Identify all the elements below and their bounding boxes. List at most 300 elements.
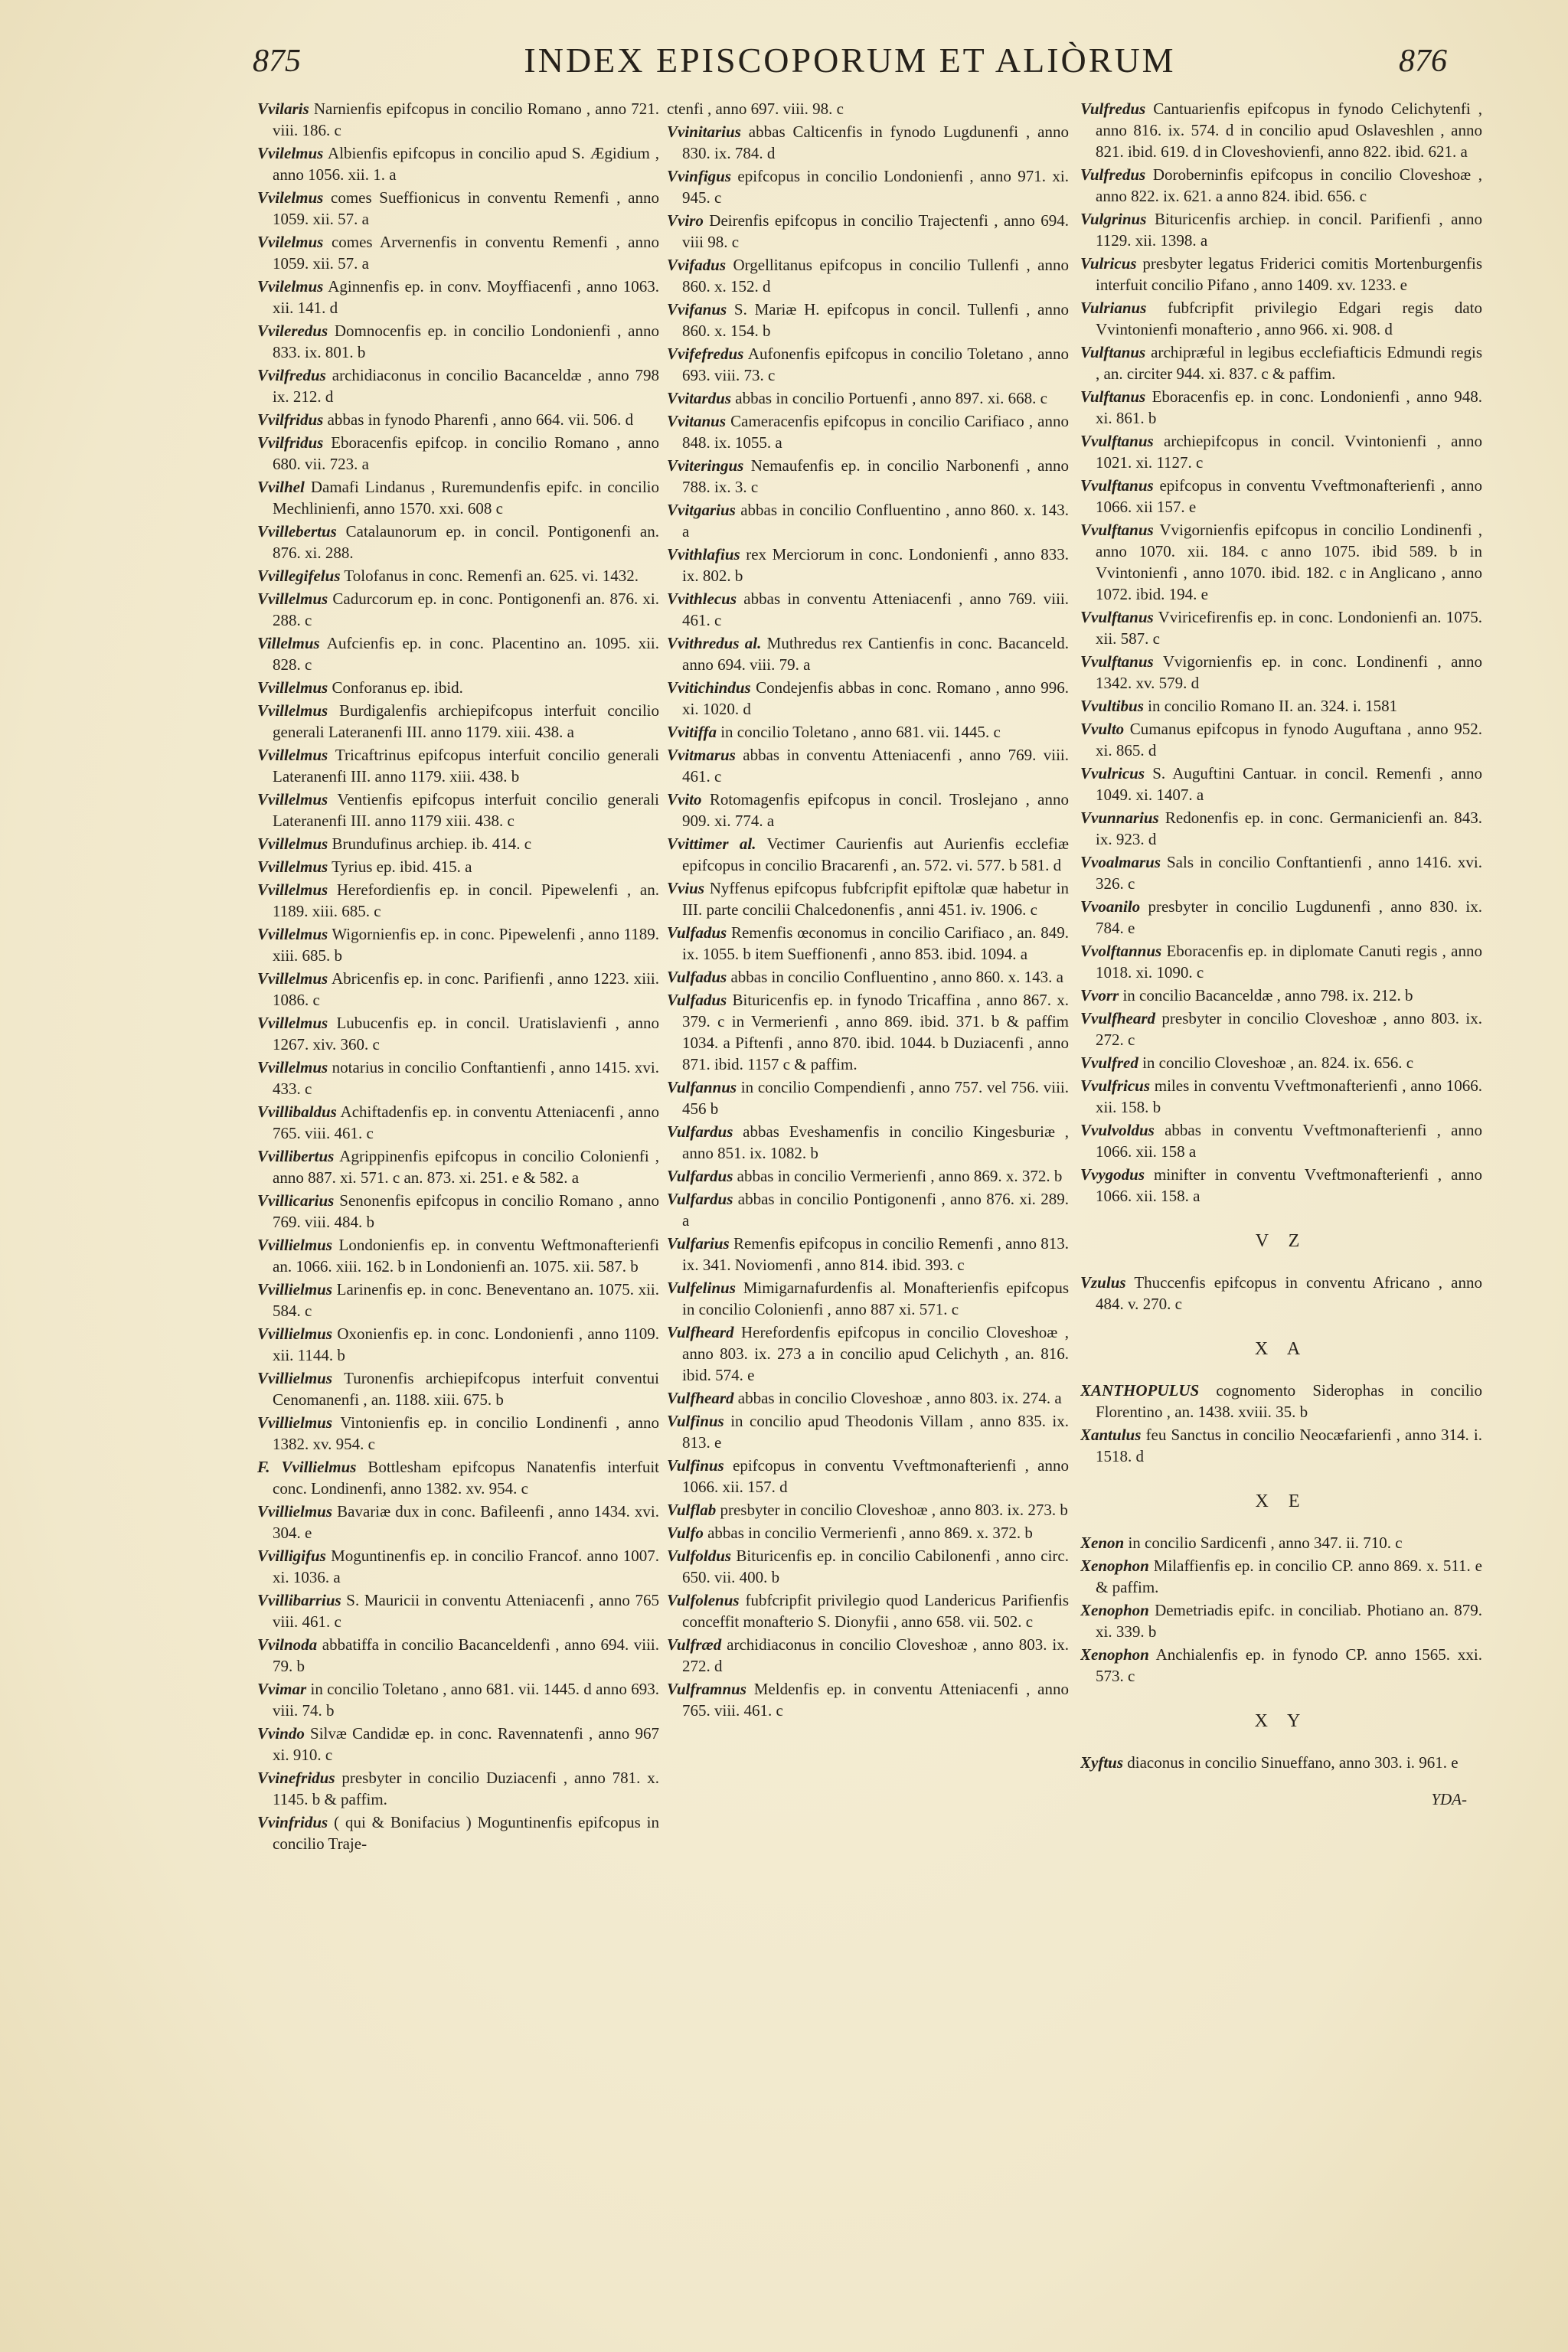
entry-text: archidiaconus in concilio Cloveshoæ , anno 803. ix. 272. d	[682, 1635, 1069, 1675]
index-entry	[1080, 253, 1482, 296]
entry-headword: Vvitichindus	[667, 678, 751, 697]
index-entry	[1080, 386, 1482, 429]
entry-text: abbas Eveshamenfis in concilio Kingesburiæ , anno 851. ix. 1082. b	[682, 1122, 1069, 1162]
entry-headword: Vulfarius	[667, 1234, 730, 1253]
entry-headword: Vvillibertus	[257, 1147, 335, 1165]
entry-text: Orgellitanus epifcopus in concilio Tullenfi , anno 860. x. 152. d	[682, 256, 1069, 296]
entry-headword: Vvilfridus	[257, 433, 324, 452]
entry-headword: Vulftanus	[1080, 387, 1146, 406]
index-entry	[257, 1767, 659, 1810]
index-column-3	[1080, 98, 1482, 2257]
entry-text: Larinenfis ep. in conc. Beneventano an. 1075. xii. 584. c	[273, 1280, 659, 1320]
index-entry	[667, 343, 1069, 386]
index-entry	[667, 1188, 1069, 1231]
entry-text: abbas in concilio Vermerienfi , anno 869. x. 372. b	[737, 1167, 1063, 1185]
entry-headword: Vulfadus	[667, 923, 727, 942]
entry-text: archidiaconus in concilio Bacanceldæ , anno 798 ix. 212. d	[273, 366, 659, 406]
entry-headword: Vvorr	[1080, 986, 1119, 1004]
index-entry	[667, 98, 1069, 119]
index-entry	[257, 1545, 659, 1588]
index-entry	[257, 1234, 659, 1277]
entry-headword: Vvulftanus	[1080, 476, 1154, 495]
entry-text: Demetriadis epifc. in conciliab. Photiano an. 879. xi. 339. b	[1096, 1601, 1482, 1641]
index-entry	[667, 1233, 1069, 1276]
index-entry	[257, 476, 659, 519]
entry-text: minifter in conventu Vveftmonafterienfi , anno 1066. xii. 158. a	[1096, 1165, 1482, 1205]
entry-headword: Vvulftanus	[1080, 521, 1154, 539]
entry-headword: Vvillielmus	[257, 1369, 333, 1387]
entry-headword: Vvillelmus	[257, 790, 328, 808]
entry-headword: F. Vvillielmus	[257, 1458, 357, 1476]
entry-text: Agrippinenfis epifcopus in concilio Colonienfi , anno 887. xi. 571. c an. 873. xi. 251. e & 582. a	[273, 1147, 659, 1187]
entry-headword: Vvilfredus	[257, 366, 326, 384]
entry-text: abbas in concilio Confluentino , anno 860. x. 143. a	[730, 968, 1063, 986]
index-entry	[1080, 1164, 1482, 1207]
entry-headword: Vvillelmus	[257, 590, 328, 608]
index-entry	[257, 1012, 659, 1055]
entry-headword: Vvinfigus	[667, 167, 732, 185]
index-entry	[667, 387, 1069, 409]
entry-headword: Vvillegifelus	[257, 567, 341, 585]
entry-text: Milaffienfis ep. in concilio CP. anno 869. x. 511. e & paffim.	[1096, 1557, 1482, 1596]
running-title: INDEX EPISCOPORUM ET ALIÒRUM	[524, 41, 1176, 80]
entry-headword: Vvolftannus	[1080, 942, 1162, 960]
entry-headword: Vulflab	[667, 1501, 717, 1519]
section-heading: V Z	[1255, 1231, 1308, 1251]
index-entry	[1080, 1555, 1482, 1598]
index-entry	[667, 922, 1069, 965]
index-entry	[257, 142, 659, 185]
entry-text: Tricaftrinus epifcopus interfuit concilio generali Lateranenfi III. anno 1179. xiii. 438. b	[273, 746, 659, 786]
entry-headword: Vvithlafius	[667, 545, 740, 564]
entry-text: in concilio Sardicenfi , anno 347. ii. 710. c	[1128, 1534, 1403, 1552]
index-entry	[667, 1499, 1069, 1521]
index-entry	[1080, 1644, 1482, 1687]
index-entry	[257, 833, 659, 854]
entry-headword: Vvithredus al.	[667, 634, 762, 652]
section-heading: X A	[1254, 1339, 1308, 1359]
index-entry	[667, 1165, 1069, 1187]
entry-headword: Vulrianus	[1080, 299, 1147, 317]
index-entry	[257, 1057, 659, 1099]
index-entry	[257, 1501, 659, 1544]
entry-headword: Vvitmarus	[667, 746, 736, 764]
entry-text: Mimigarnafurdenfis al. Monafterienfis epifcopus in concilio Colonienfi , anno 887 xi. 571. c	[682, 1279, 1069, 1318]
entry-text: Oxonienfis ep. in conc. Londonienfi , anno 1109. xii. 1144. b	[273, 1325, 659, 1364]
index-entry	[667, 121, 1069, 164]
entry-text: miles in conventu Vveftmonafterienfi , anno 1066. xii. 158. b	[1096, 1076, 1482, 1116]
entry-text: in concilio Bacanceldæ , anno 798. ix. 212. b	[1122, 986, 1413, 1004]
index-entry	[1080, 1599, 1482, 1642]
entry-headword: Vvillielmus	[257, 1413, 333, 1432]
entry-headword: Vvileredus	[257, 322, 328, 340]
index-entry	[667, 1678, 1069, 1721]
entry-text: epifcopus in concilio Londonienfi , anno 971. xi. 945. c	[682, 167, 1069, 207]
entry-text: Bituricenfis archiep. in concil. Parifienfi , anno 1129. xii. 1398. a	[1096, 210, 1482, 250]
entry-text: abbas in concilio Confluentino , anno 860. x. 143. a	[682, 501, 1069, 541]
index-entry	[1080, 475, 1482, 518]
entry-text: presbyter in concilio Lugdunenfi , anno 830. ix. 784. e	[1096, 897, 1482, 937]
index-entry	[667, 1076, 1069, 1119]
index-entry	[1080, 807, 1482, 850]
index-entry	[667, 1589, 1069, 1632]
catchword: YDA-	[1431, 1790, 1467, 1808]
entry-headword: Vvillielmus	[257, 1280, 333, 1298]
entry-headword: Vvilelmus	[257, 144, 324, 162]
entry-headword: XANTHOPULUS	[1080, 1381, 1200, 1400]
index-entry	[257, 1589, 659, 1632]
entry-text: Vvigornienfis ep. in conc. Londinenfi , anno 1342. xv. 579. d	[1096, 652, 1482, 692]
index-entry	[257, 1279, 659, 1321]
entry-headword: Vulfardus	[667, 1122, 733, 1141]
page-header	[253, 40, 1447, 93]
entry-headword: Vvillibarrius	[257, 1591, 341, 1609]
entry-text: Bottlesham epifcopus Nanatenfis interfuit conc. Londinenfi, anno 1382. xv. 954. c	[273, 1458, 659, 1498]
entry-headword: Vulfoldus	[667, 1547, 732, 1565]
index-entry	[667, 1455, 1069, 1498]
entry-text: abbas in concilio Pontigonenfi , anno 876. xi. 289. a	[682, 1190, 1069, 1230]
entry-headword: Vulfelinus	[667, 1279, 736, 1297]
entry-headword: Vvillelmus	[257, 880, 328, 899]
index-entry	[1080, 985, 1482, 1006]
entry-headword: Vvygodus	[1080, 1165, 1145, 1184]
entry-headword: Vulricus	[1080, 254, 1137, 273]
index-entry	[257, 432, 659, 475]
index-entry	[667, 1410, 1069, 1453]
index-entry	[257, 1367, 659, 1410]
entry-headword: Vvillielmus	[257, 1325, 333, 1343]
entry-text: Condejenfis abbas in conc. Romano , anno 996. xi. 1020. d	[682, 678, 1069, 718]
entry-text: notarius in concilio Conftantienfi , anno 1415. xvi. 433. c	[273, 1058, 659, 1098]
entry-text: Herefordenfis epifcopus in concilio Cloveshoæ , anno 803. ix. 273 a in concilio apud Celichyth , an. 816. ibid. 574. e	[682, 1323, 1069, 1384]
entry-text: Lubucenfis ep. in concil. Uratislavienfi , anno 1267. xiv. 360. c	[273, 1014, 659, 1054]
page-number-left: 875	[253, 44, 301, 79]
index-entry	[667, 588, 1069, 631]
entry-text: Vvigornienfis epifcopus in concilio Londinenfi , anno 1070. xii. 184. c anno 1075. ibid 589. b in Vvintonienfi , anno 1070. ibid. 182. c in Anglicano , anno 1072. ibid. 194. e	[1096, 521, 1482, 603]
entry-text: Narnienfis epifcopus in concilio Romano , anno 721. viii. 186. c	[273, 100, 659, 139]
entry-headword: Vvilelmus	[257, 233, 324, 251]
index-entry	[257, 923, 659, 966]
index-entry	[257, 856, 659, 877]
entry-text: comes Sueffionicus in conventu Remenfi , anno 1059. xii. 57. a	[273, 188, 659, 228]
entry-text: Cameracenfis epifcopus in concilio Carifiaco , anno 848. ix. 1055. a	[682, 412, 1069, 452]
entry-headword: Vulfheard	[667, 1323, 734, 1341]
index-entry	[257, 677, 659, 698]
index-entry	[257, 98, 659, 141]
entry-text: abbas in concilio Vermerienfi , anno 869. x. 372. b	[707, 1524, 1033, 1542]
entry-text: Cantuarienfis epifcopus in fynodo Celichytenfi , anno 816. ix. 574. d in concilio apud Oslaveshlen , anno 821. ibid. 619. d in Cloveshovienfi, anno 822. ibid. 621. a	[1096, 100, 1482, 161]
index-entry	[667, 789, 1069, 831]
index-entry	[1080, 519, 1482, 605]
entry-text: Eboracenfis ep. in diplomate Canuti regis , anno 1018. xi. 1090. c	[1096, 942, 1482, 982]
entry-text: Tolofanus in conc. Remenfi an. 625. vi. 1432.	[344, 567, 639, 585]
entry-headword: Vvulfricus	[1080, 1076, 1151, 1095]
entry-headword: Vulframnus	[667, 1680, 746, 1698]
index-entry	[667, 165, 1069, 208]
index-entry	[1080, 1008, 1482, 1050]
entry-text: in concilio Toletano , anno 681. vii. 1445. d anno 693. viii. 74. b	[273, 1680, 659, 1720]
index-entry	[257, 879, 659, 922]
index-entry	[667, 966, 1069, 988]
index-entry	[1080, 341, 1482, 384]
entry-headword: Vvilnoda	[257, 1635, 318, 1654]
page-number-right: 876	[1399, 44, 1447, 79]
entry-headword: Vvulftanus	[1080, 608, 1154, 626]
entry-text: archiepifcopus in concil. Vvintonienfi , anno 1021. xi. 1127. c	[1096, 432, 1482, 472]
index-entry	[257, 521, 659, 564]
index-entry	[257, 1412, 659, 1455]
entry-headword: Vulfolenus	[667, 1591, 740, 1609]
index-entry	[667, 544, 1069, 586]
entry-headword: Vvillelmus	[257, 746, 328, 764]
index-entry	[667, 744, 1069, 787]
entry-text: Conforanus ep. ibid.	[332, 678, 463, 697]
index-entry	[667, 1121, 1069, 1164]
entry-headword: Vulfannus	[667, 1078, 737, 1096]
entry-headword: Vvitanus	[667, 412, 727, 430]
entry-text: diaconus in concilio Sinueffano, anno 303. i. 961. e	[1127, 1753, 1459, 1772]
entry-text: Aginnenfis ep. in conv. Moyffiacenfi , anno 1063. xii. 141. d	[273, 277, 659, 317]
entry-text: Silvæ Candidæ ep. in conc. Ravennatenfi , anno 967 xi. 910. c	[273, 1724, 659, 1764]
index-entry	[257, 744, 659, 787]
entry-headword: Vvunnarius	[1080, 808, 1159, 827]
entry-headword: Vvoalmarus	[1080, 853, 1161, 871]
index-entry	[257, 409, 659, 430]
entry-text: Deirenfis epifcopus in concilio Trajectenfi , anno 694. viii 98. c	[682, 211, 1069, 251]
index-entry	[257, 789, 659, 831]
entry-headword: Vulfredus	[1080, 100, 1146, 118]
entry-text: Aufcienfis ep. in conc. Placentino an. 1095. xii. 828. c	[273, 634, 659, 674]
index-entry	[257, 588, 659, 631]
index-entry	[667, 877, 1069, 920]
entry-text: Vviricefirenfis ep. in conc. Londonienfi an. 1075. xii. 587. c	[1096, 608, 1482, 648]
entry-headword: Vvifadus	[667, 256, 727, 274]
entry-text: Aufonenfis epifcopus in concilio Toletano , anno 693. viii. 73. c	[682, 345, 1069, 384]
entry-headword: Vvimar	[257, 1680, 307, 1698]
index-entry	[257, 276, 659, 318]
entry-headword: Vvius	[667, 879, 705, 897]
entry-headword: Vvillelmus	[257, 835, 328, 853]
entry-headword: Vvillelmus	[257, 1058, 328, 1076]
entry-text: abbas in fynodo Pharenfi , anno 664. vii. 506. d	[327, 410, 634, 429]
index-entry	[667, 1277, 1069, 1320]
entry-headword: Vvindo	[257, 1724, 305, 1743]
index-entry	[1080, 763, 1482, 805]
section-heading: X E	[1255, 1491, 1308, 1511]
entry-headword: Vvillelmus	[257, 678, 328, 697]
entry-headword: Vulfo	[667, 1524, 704, 1542]
index-entry	[667, 410, 1069, 453]
entry-headword: Vvillibaldus	[257, 1102, 337, 1121]
entry-text: in concilio Romano II. an. 324. i. 1581	[1148, 697, 1398, 715]
entry-text: S. Auguftini Cantuar. in concil. Remenfi , anno 1049. xi. 1407. a	[1096, 764, 1482, 804]
entry-text: Anchialenfis ep. in fynodo CP. anno 1565. xxi. 573. c	[1096, 1645, 1482, 1685]
entry-text: Catalaunorum ep. in concil. Pontigonenfi an. 876. xi. 288.	[273, 522, 659, 562]
entry-text: cognomento Siderophas in concilio Florentino , an. 1438. xviii. 35. b	[1096, 1381, 1482, 1421]
entry-headword: Vulfinus	[667, 1412, 724, 1430]
index-entry	[257, 1190, 659, 1233]
entry-headword: Vvulftanus	[1080, 432, 1154, 450]
entry-text: Herefordienfis ep. in concil. Pipewelenfi , an. 1189. xiii. 685. c	[273, 880, 659, 920]
index-entry	[257, 320, 659, 363]
index-entry	[667, 1634, 1069, 1677]
entry-text: Meldenfis ep. in conventu Atteniacenfi , anno 765. viii. 461. c	[682, 1680, 1069, 1720]
entry-headword: Xyftus	[1080, 1753, 1124, 1772]
index-entry	[667, 499, 1069, 542]
entry-text: presbyter in concilio Cloveshoæ , anno 803. ix. 272. c	[1096, 1009, 1482, 1049]
entry-headword: Vvitgarius	[667, 501, 736, 519]
entry-text: Wigornienfis ep. in conc. Pipewelenfi , anno 1189. xiii. 685. b	[273, 925, 659, 965]
index-entry	[667, 299, 1069, 341]
entry-headword: Vvillicarius	[257, 1191, 335, 1210]
index-entry	[667, 254, 1069, 297]
entry-text: epifcopus in conventu Vveftmonafterienfi , anno 1066. xii. 157. d	[682, 1456, 1069, 1496]
entry-headword: Vvulfred	[1080, 1054, 1138, 1072]
entry-headword: Vvilaris	[257, 100, 309, 118]
index-entry	[257, 565, 659, 586]
entry-headword: Vulftanus	[1080, 343, 1146, 361]
entry-text: Albienfis epifcopus in concilio apud S. Ægidium , anno 1056. xii. 1. a	[273, 144, 659, 184]
entry-text: ( qui & Bonifacius ) Moguntinenfis epifcopus in concilio Traje-	[273, 1813, 659, 1853]
index-entry	[1080, 297, 1482, 340]
index-entry	[667, 632, 1069, 675]
index-entry	[1080, 851, 1482, 894]
entry-text: Remenfis epifcopus in concilio Remenfi , anno 813. ix. 341. Noviomenfi , anno 814. ibid. 393. c	[682, 1234, 1069, 1274]
entry-text: S. Mariæ H. epifcopus in concil. Tullenfi , anno 860. x. 154. b	[682, 300, 1069, 340]
index-entry	[257, 364, 659, 407]
entry-text: Nyffenus epifcopus fubfcripfit epiftolæ quæ habetur in III. parte concilii Chalcedonenfis , anni 451. iv. 1906. c	[682, 879, 1069, 919]
entry-headword: Xenophon	[1080, 1557, 1149, 1575]
entry-text: Bituricenfis ep. in fynodo Tricaffina , anno 867. x. 379. c in Vermerienfi , anno 869. ibid. 371. b & paffim 1034. a Piftenfi , anno 870. ibid. 1044. b Duziacenfi , anno 871. ibid. 1157 c & paffim.	[682, 991, 1069, 1073]
entry-text: in concilio apud Theodonis Villam , anno 835. ix. 813. e	[682, 1412, 1069, 1452]
index-columns	[257, 98, 1482, 2257]
index-entry	[667, 989, 1069, 1075]
index-entry	[1080, 1075, 1482, 1118]
entry-headword: Xantulus	[1080, 1426, 1142, 1444]
index-entry	[257, 1811, 659, 1854]
index-entry	[1080, 1532, 1482, 1553]
entry-headword: Vzulus	[1080, 1273, 1126, 1292]
entry-text: Vectimer Caurienfis aut Aurienfis ecclefiæ epifcopus in concilio Bracarenfi , an. 572. vi. 577. b 581. d	[682, 835, 1069, 874]
index-entry	[667, 210, 1069, 253]
index-entry	[257, 968, 659, 1011]
entry-text: abbas in conventu Atteniacenfi , anno 769. viii. 461. c	[682, 590, 1069, 629]
entry-text: Burdigalenfis archiepifcopus interfuit concilio generali Lateranenfi III. anno 1179. xiii. 438. a	[273, 701, 659, 741]
entry-text: epifcopus in conventu Vveftmonafterienfi , anno 1066. xii 157. e	[1096, 476, 1482, 516]
entry-text: abbas in concilio Cloveshoæ , anno 803. ix. 274. a	[737, 1389, 1062, 1407]
index-entry	[257, 1323, 659, 1366]
entry-text: Rotomagenfis epifcopus in concil. Troslejano , anno 909. xi. 774. a	[682, 790, 1069, 830]
entry-headword: Villelmus	[257, 634, 320, 652]
index-entry	[257, 187, 659, 230]
entry-headword: Vvulricus	[1080, 764, 1145, 782]
index-column-2	[667, 98, 1069, 2257]
entry-headword: Vvillelmus	[257, 969, 328, 988]
entry-headword: Vvilelmus	[257, 188, 324, 207]
entry-headword: Xenon	[1080, 1534, 1125, 1552]
entry-text: comes Arvernenfis in conventu Remenfi , anno 1059. xii. 57. a	[273, 233, 659, 273]
section-heading: X Y	[1254, 1711, 1308, 1731]
entry-text: Abricenfis ep. in conc. Parifienfi , anno 1223. xiii. 1086. c	[273, 969, 659, 1009]
entry-headword: Vvillelmus	[257, 1014, 328, 1032]
entry-headword: Vvitiffa	[667, 723, 717, 741]
index-column-3-sections	[1080, 1231, 1482, 1773]
entry-text: Ventienfis epifcopus interfuit concilio generali Lateranenfi III. anno 1179 xiii. 438. c	[273, 790, 659, 830]
entry-headword: Vvilligifus	[257, 1547, 326, 1565]
entry-text: Thuccenfis epifcopus in conventu Africano , anno 484. v. 270. c	[1096, 1273, 1482, 1313]
entry-headword: Vulfardus	[667, 1190, 733, 1208]
entry-text: abbas in conventu Atteniacenfi , anno 769. viii. 461. c	[682, 746, 1069, 786]
entry-text: Remenfis œconomus in concilio Carifiaco , an. 849. ix. 1055. b item Sueffionenfi , anno 853. ibid. 1094. a	[682, 923, 1069, 963]
entry-text: archipræful in legibus ecclefiafticis Edmundi regis , an. circiter 944. xi. 837. c & paffim.	[1096, 343, 1482, 383]
entry-text: abbatiffa in concilio Bacanceldenfi , anno 694. viii. 79. b	[273, 1635, 659, 1675]
index-entry	[667, 721, 1069, 743]
entry-text: Cumanus epifcopus in fynodo Auguftana , anno 952. xi. 865. d	[1096, 720, 1482, 760]
index-entry	[1080, 1119, 1482, 1162]
entry-headword: Vvifefredus	[667, 345, 744, 363]
index-entry	[1080, 718, 1482, 761]
entry-headword: Vvillelmus	[257, 925, 328, 943]
entry-text: Brundufinus archiep. ib. 414. c	[332, 835, 532, 853]
entry-headword: Vviro	[667, 211, 704, 230]
entry-headword: Vulfræd	[667, 1635, 722, 1654]
index-entry	[667, 677, 1069, 720]
entry-headword: Vulfredus	[1080, 165, 1146, 184]
entry-headword: Vvillelmus	[257, 701, 328, 720]
index-entry	[257, 1101, 659, 1144]
entry-headword: Xenophon	[1080, 1645, 1149, 1664]
index-entry	[1080, 695, 1482, 717]
entry-text: Bavariæ dux in conc. Bafileenfi , anno 1434. xvi. 304. e	[273, 1502, 659, 1542]
entry-text: ctenfi , anno 697. viii. 98. c	[667, 100, 844, 118]
entry-headword: Vvifanus	[667, 300, 727, 318]
entry-headword: Vvinfridus	[257, 1813, 328, 1831]
entry-text: Nemaufenfis ep. in concilio Narbonenfi , anno 788. ix. 3. c	[682, 456, 1069, 496]
entry-headword: Vvilhel	[257, 478, 305, 496]
index-column-3-entries	[1080, 98, 1482, 1207]
index-entry	[1080, 164, 1482, 207]
entry-headword: Vvoanilo	[1080, 897, 1141, 916]
entry-text: fubfcripfit privilegio quod Landericus Parifienfis conceffit monafterio S. Dionyfii , anno 658. vii. 502. c	[682, 1591, 1069, 1631]
entry-text: in concilio Compendienfi , anno 757. vel 756. viii. 456 b	[682, 1078, 1069, 1118]
index-entry	[667, 1387, 1069, 1409]
entry-text: Tyrius ep. ibid. 415. a	[332, 858, 472, 876]
index-entry	[667, 1545, 1069, 1588]
entry-text: Senonenfis epifcopus in concilio Romano , anno 769. viii. 484. b	[273, 1191, 659, 1231]
index-entry	[257, 700, 659, 743]
entry-headword: Vvinefridus	[257, 1769, 335, 1787]
entry-text: abbas in concilio Portuenfi , anno 897. xi. 668. c	[735, 389, 1047, 407]
entry-text: Sals in concilio Conftantienfi , anno 1416. xvi. 326. c	[1096, 853, 1482, 893]
index-entry	[257, 1723, 659, 1766]
index-entry	[667, 455, 1069, 498]
index-entry	[1080, 940, 1482, 983]
index-entry	[257, 1634, 659, 1677]
index-entry	[1080, 1424, 1482, 1467]
entry-text: presbyter in concilio Cloveshoæ , anno 803. ix. 273. b	[720, 1501, 1068, 1519]
index-entry	[1080, 1052, 1482, 1073]
entry-text: Londonienfis ep. in conventu Weftmonafterienfi an. 1066. xiii. 162. b in Londonienfi an. 1075. xii. 587. b	[273, 1236, 659, 1276]
entry-headword: Vulfadus	[667, 968, 727, 986]
entry-text: abbas Calticenfis in fynodo Lugdunenfi , anno 830. ix. 784. d	[682, 122, 1069, 162]
entry-text: presbyter legatus Friderici comitis Mortenburgenfis interfuit concilio Pifano , anno 1409. xv. 1233. e	[1096, 254, 1482, 294]
index-entry	[1080, 1272, 1482, 1315]
index-column-1	[257, 98, 659, 2257]
entry-headword: Vvillelmus	[257, 858, 328, 876]
index-entry	[667, 1321, 1069, 1386]
entry-headword: Vvilelmus	[257, 277, 324, 296]
index-entry	[1080, 1752, 1482, 1773]
